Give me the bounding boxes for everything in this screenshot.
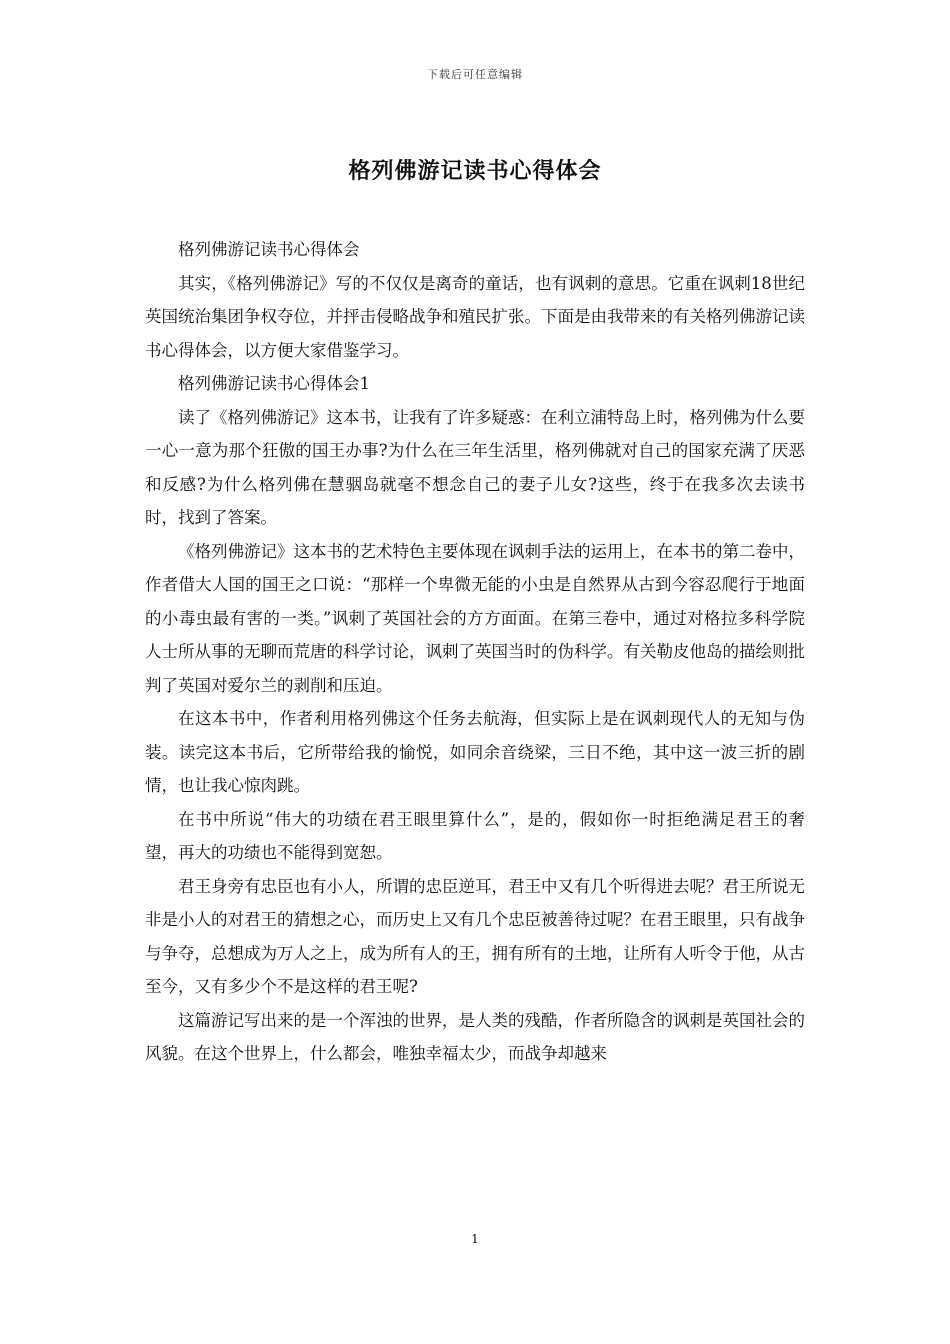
paragraph: 在书中所说“伟大的功绩在君王眼里算什么”，是的，假如你一时拒绝满足君王的奢望，再大的功绩也不能得到宽恕。 [145, 809, 805, 862]
paragraph-subtitle: 格列佛游记读书心得体会 [178, 240, 360, 259]
paragraph: 读了《格列佛游记》这本书，让我有了许多疑惑：在利立浦特岛上时，格列佛为什么要一心一意为那个狂傲的国王办事?为什么在三年生活里，格列佛就对自己的国家充满了厌恶和反感?为什么格列佛在慧骃岛就毫不想念自己的妻子儿女?这些，终于在我多次去读书时，找到了答案。 [145, 407, 805, 527]
page-number: 1 [471, 1232, 479, 1246]
paragraph-section-heading: 格列佛游记读书心得体会1 [178, 374, 370, 393]
paragraph: 这篇游记写出来的是一个浑浊的世界，是人类的残酷，作者所隐含的讽刺是英国社会的风貌。在这个世界上，什么都会，唯独幸福太少，而战争却越来 [145, 1010, 805, 1063]
document-body [145, 233, 805, 1071]
header-note: 下载后可任意编辑 [427, 68, 523, 81]
paragraph: 君王身旁有忠臣也有小人，所谓的忠臣逆耳，君王中又有几个听得进去呢？君王所说无非是小人的对君王的猜想之心，而历史上又有几个忠臣被善待过呢？在君王眼里，只有战争与争夺，总想成为万人之上，成为所有人的王，拥有所有的土地，让所有人听令于他，从古至今，又有多少个不是这样的君王呢? [145, 876, 805, 996]
document-title: 格列佛游记读书心得体会 [348, 158, 602, 184]
paragraph-intro: 其实，《格列佛游记》写的不仅仅是离奇的童话，也有讽刺的意思。它重在讽刺18世纪英国统治集团争权夺位，并抨击侵略战争和殖民扩张。下面是由我带来的有关格列佛游记读书心得体会，以方便大家借鉴学习。 [145, 273, 805, 360]
paragraph: 《格列佛游记》这本书的艺术特色主要体现在讽刺手法的运用上，在本书的第二卷中，作者借大人国的国王之口说：“那样一个卑微无能的小虫是自然界从古到今容忍爬行于地面的小毒虫最有害的一类。”讽刺了英国社会的方方面面。在第三卷中，通过对格拉多科学院人士所从事的无聊而荒唐的科学讨论，讽刺了英国当时的伪科学。有关勒皮他岛的描绘则批判了英国对爱尔兰的剥削和压迫。 [145, 541, 805, 695]
paragraph: 在这本书中，作者利用格列佛这个任务去航海，但实际上是在讽刺现代人的无知与伪装。读完这本书后，它所带给我的愉悦，如同余音绕梁，三日不绝，其中这一波三折的剧情，也让我心惊肉跳。 [145, 709, 805, 795]
